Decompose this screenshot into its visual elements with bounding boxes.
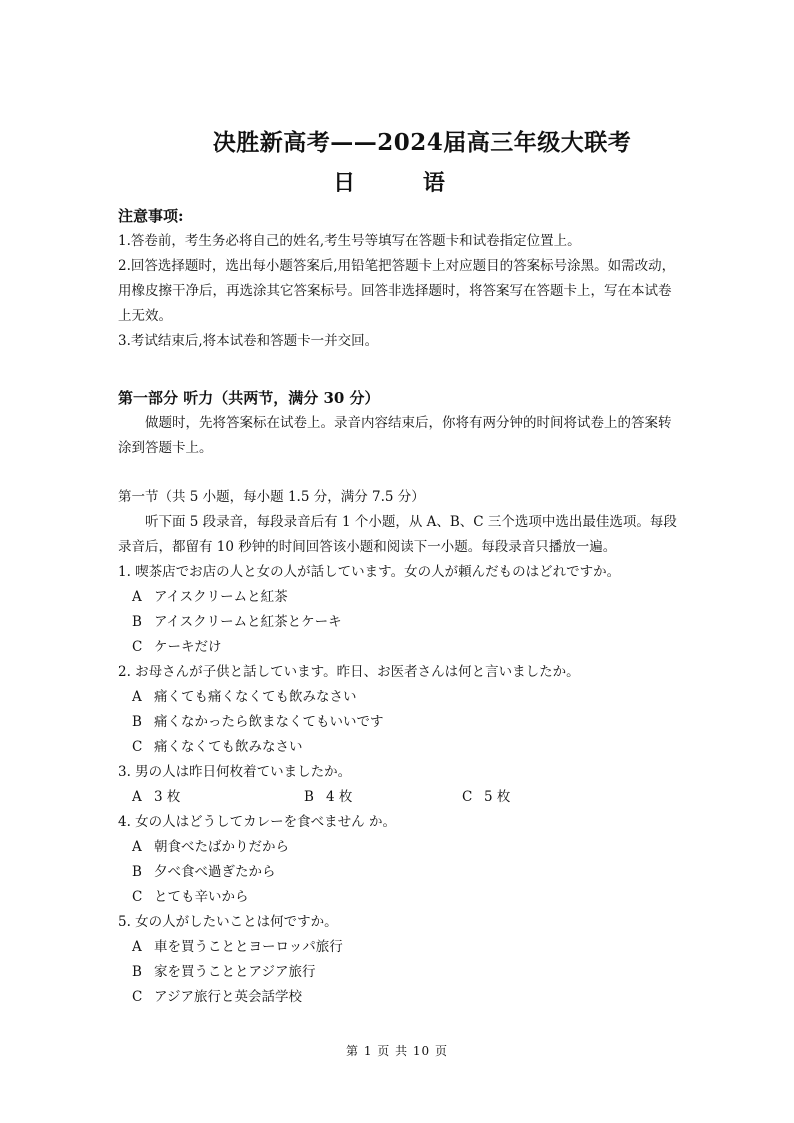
- spacer: [118, 354, 683, 386]
- option: [118, 860, 683, 885]
- question-text: 5. 女の人がしたいことは何ですか。: [118, 914, 338, 930]
- option-text: ケーキだけ: [154, 639, 222, 655]
- notice-item: 1.答卷前，考生务必将自己的姓名,考生号等填写在答题卡和试卷指定位置上。: [118, 233, 581, 249]
- option-text: 痛くなくても飲みなさい: [154, 739, 303, 755]
- part1-heading: 第一部分 听力（共两节，满分 30 分）: [118, 389, 380, 407]
- spacer: [118, 461, 683, 485]
- option: [118, 985, 683, 1010]
- option: [118, 685, 683, 710]
- option: [118, 635, 683, 660]
- option: [118, 710, 683, 735]
- option-text: 3 枚: [154, 789, 181, 805]
- notice-heading: 注意事项:: [118, 207, 184, 225]
- option-letter: C: [132, 889, 143, 905]
- question-text: 3. 男の人は昨日何枚着ていましたか。: [118, 764, 352, 780]
- option-letter: A: [132, 789, 142, 805]
- option-letter: C: [132, 739, 143, 755]
- option-letter: C: [462, 789, 473, 805]
- option-text: 朝食べたばかりだから: [154, 839, 289, 855]
- page-footer: 第 1 页 共 10 页: [346, 1044, 448, 1058]
- option: [118, 585, 683, 610]
- option-letter: B: [132, 864, 142, 880]
- option-text: とても辛いから: [154, 889, 249, 905]
- option-letter: B: [304, 789, 314, 805]
- page-content: [118, 204, 683, 1010]
- option: [118, 960, 683, 985]
- section1-heading: 第一节（共 5 小题，每小题 1.5 分，满分 7.5 分）: [118, 489, 425, 505]
- option-letter: A: [132, 839, 142, 855]
- exam-title: 决胜新高考——2024届高三年级大联考: [212, 129, 632, 156]
- option: [118, 610, 683, 635]
- option: [462, 785, 510, 810]
- option-row: [118, 785, 683, 810]
- option: [118, 935, 683, 960]
- option-text: 車を買うこととヨーロッパ旅行: [154, 939, 343, 955]
- option-letter: B: [132, 964, 142, 980]
- question-text: 1. 喫茶店でお店の人と女の人が話しています。女の人が頼んだものはどれですか。: [118, 564, 621, 580]
- option-letter: C: [132, 639, 143, 655]
- option: [304, 785, 462, 810]
- option-text: 夕べ食べ過ぎたから: [154, 864, 276, 880]
- section1-instruction: 听下面 5 段录音，每段录音后有 1 个小题，从 A、B、C 三个选项中选出最佳选项。每段录音后，都留有 10 秒钟的时间回答该小题和阅读下一小题。每段录音只播放一遍。: [118, 514, 677, 555]
- option: [118, 885, 683, 910]
- option-text: アジア旅行と英会話学校: [154, 989, 302, 1005]
- subject-title: 日 语: [333, 170, 475, 196]
- option-text: 痛くても痛くなくても飲みなさい: [154, 689, 357, 705]
- question-text: 4. 女の人はどうしてカレーを食べません か。: [118, 814, 396, 830]
- option: [118, 835, 683, 860]
- option-text: 痛くなかったら飲まなくてもいいです: [154, 714, 384, 730]
- option-text: アイスクリームと紅茶: [154, 589, 288, 605]
- option-text: アイスクリームと紅茶とケーキ: [154, 614, 342, 630]
- option: [132, 785, 304, 810]
- option-letter: B: [132, 614, 142, 630]
- notice-item: 2.回答选择题时，选出每小题答案后,用铅笔把答题卡上对应题目的答案标号涂黑。如需改动，用橡皮擦干净后，再选涂其它答案标号。回答非选择题时，将答案写在答题卡上，写在本试卷上无效。: [118, 258, 676, 324]
- question-text: 2. お母さんが子供と話しています。昨日、お医者さんは何と言いましたか。: [118, 664, 580, 680]
- option-letter: A: [132, 689, 142, 705]
- option: [118, 735, 683, 760]
- option-letter: C: [132, 989, 143, 1005]
- option-text: 4 枚: [326, 789, 353, 805]
- option-letter: A: [132, 939, 142, 955]
- option-text: 家を買うこととアジア旅行: [154, 964, 316, 980]
- notice-item: 3.考试结束后,将本试卷和答题卡一并交回。: [118, 333, 379, 349]
- option-letter: B: [132, 714, 142, 730]
- option-letter: A: [132, 589, 142, 605]
- option-text: 5 枚: [484, 789, 511, 805]
- part1-instruction: 做题时，先将答案标在试卷上。录音内容结束后，你将有两分钟的时间将试卷上的答案转涂到答题卡上。: [118, 415, 672, 456]
